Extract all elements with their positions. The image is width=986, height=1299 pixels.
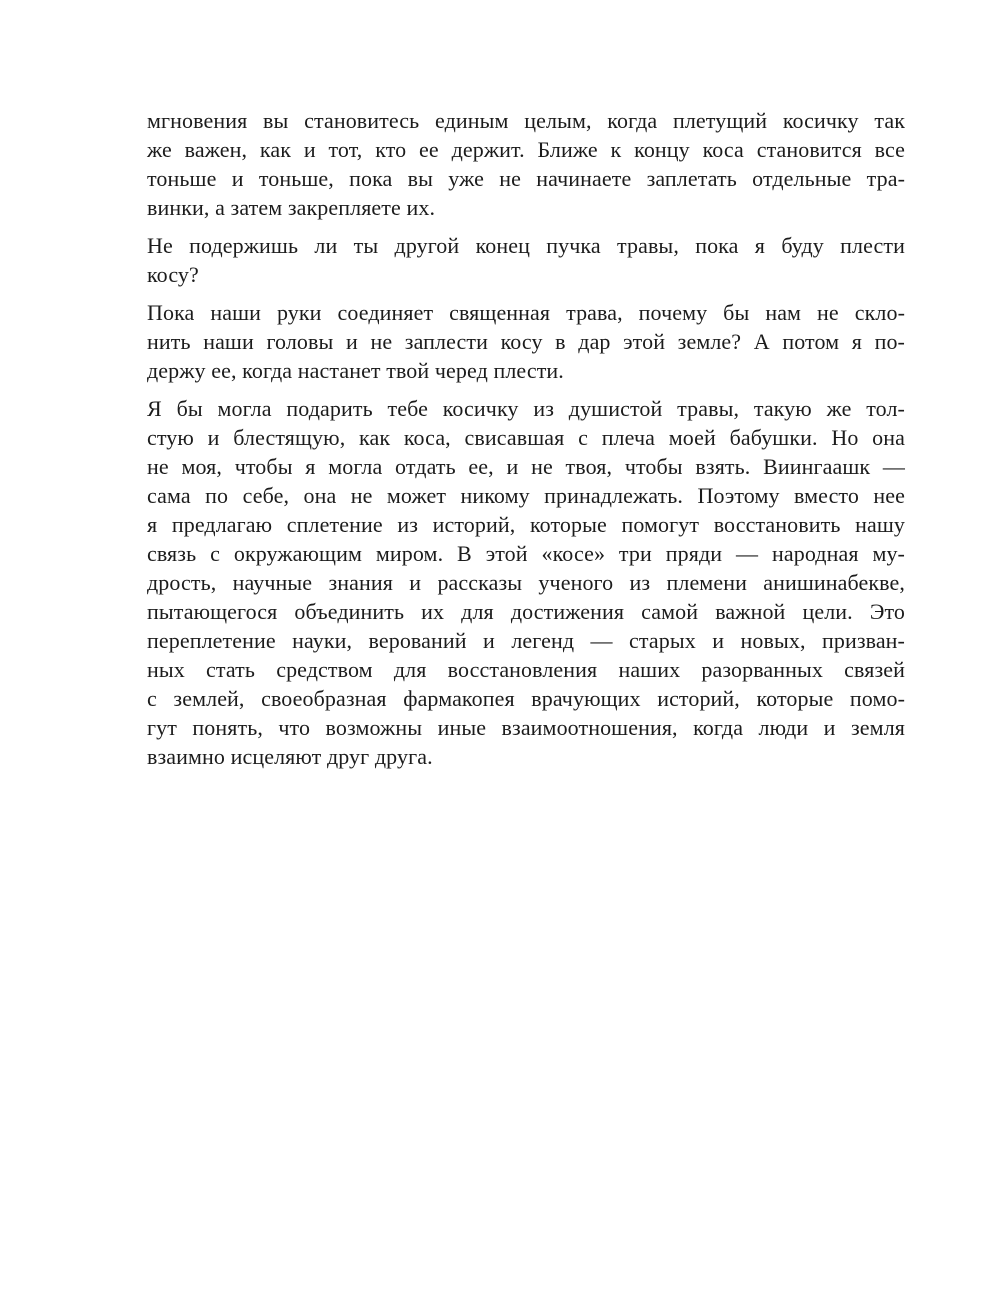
text-line: сама по себе, она не может никому принадлежать. Поэтому вместо нее [147,483,905,508]
text-line: ных стать средством для восстановления наших разорванных связей [147,657,905,682]
paragraph [147,106,905,222]
text-line: же важен, как и тот, кто ее держит. Ближе к концу коса становится все [147,137,905,162]
text-line: стую и блестящую, как коса, свисавшая с плеча моей бабушки. Но она [147,425,905,450]
text-line: винки, а затем закрепляете их. [147,195,436,220]
text-line: дрость, научные знания и рассказы ученого из племени анишинабекве, [147,570,905,595]
paragraph [147,231,905,289]
body-text-block [147,106,905,780]
text-line: Пока наши руки соединяет священная трава, почему бы нам не скло- [147,300,905,325]
paragraph [147,394,905,771]
paragraph [147,298,905,385]
text-line: не моя, чтобы я могла отдать ее, и не твоя, чтобы взять. Виингаашк — [147,454,905,479]
text-line: мгновения вы становитесь единым целым, когда плетущий косичку так [147,108,905,133]
text-line: переплетение науки, верований и легенд — старых и новых, призван- [147,628,905,653]
text-line: взаимно исцеляют друг друга. [147,744,433,769]
text-line: Я бы могла подарить тебе косичку из душистой травы, такую же тол- [147,396,905,421]
text-line: пытающегося объединить их для достижения самой важной цели. Это [147,599,905,624]
text-line: я предлагаю сплетение из историй, которые помогут восстановить нашу [147,512,905,537]
text-line: гут понять, что возможны иные взаимоотношения, когда люди и земля [147,715,905,740]
text-line: держу ее, когда настанет твой черед плести. [147,358,564,383]
text-line: связь с окружающим миром. В этой «косе» три пряди — народная му- [147,541,905,566]
text-line: косу? [147,262,199,287]
text-line: нить наши головы и не заплести косу в дар этой земле? А потом я по- [147,329,905,354]
text-line: с землей, своеобразная фармакопея врачующих историй, которые помо- [147,686,905,711]
text-line: Не подержишь ли ты другой конец пучка травы, пока я буду плести [147,233,905,258]
text-line: тоньше и тоньше, пока вы уже не начинаете заплетать отдельные тра- [147,166,905,191]
